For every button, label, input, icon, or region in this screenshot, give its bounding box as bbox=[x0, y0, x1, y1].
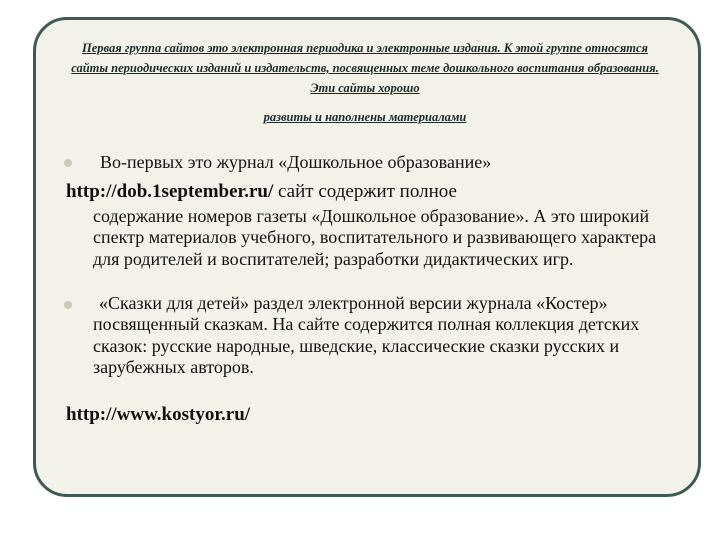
item-1-url[interactable]: http://dob.1september.ru/ bbox=[66, 181, 274, 202]
item-1-body: содержание номеров газеты «Дошкольное образование». А это широкий спектр материалов учебного, воспитательного и развивающего характера для родителей и воспитателей; разработки дидактических игр. bbox=[93, 206, 657, 269]
item-2-url-line bbox=[66, 404, 250, 426]
item-1-intro: Во-первых это журнал «Дошкольное образование» bbox=[100, 152, 492, 172]
bullet-icon bbox=[64, 301, 72, 309]
section-heading-tail: развиты и наполнены материалами bbox=[263, 110, 467, 124]
item-1-url-suffix: сайт содержит полное bbox=[273, 181, 457, 202]
item-2-url[interactable]: http://www.kostyor.ru/ bbox=[66, 404, 251, 425]
section-heading: Первая группа сайтов это электронная периодика и электронные издания. К этой группе относятся сайты периодических изданий и издательств, посвященных теме дошкольного воспитания образования. Эти сайты хорошо bbox=[71, 41, 659, 95]
bullet-icon bbox=[64, 159, 72, 167]
item-1-url-line bbox=[66, 181, 457, 203]
item-2-body: «Сказки для детей» раздел электронной версии журнала «Костер» посвященный сказкам. На сайте содержится полная коллекция детских сказок: русские народные, шведские, классические сказки русских и зарубежных авторов. bbox=[93, 293, 640, 377]
